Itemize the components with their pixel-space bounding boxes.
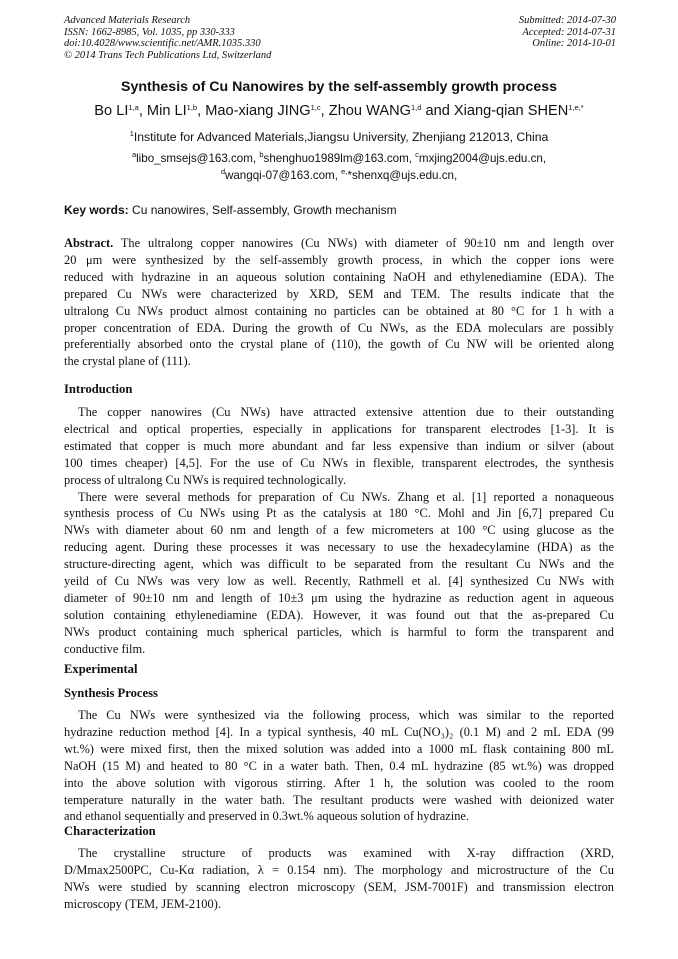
author-sup: 1,a <box>128 103 139 112</box>
email-line <box>0 168 678 185</box>
text-line: electrical and optical properties, especially in applications for transparent electrodes [1-3]. It is <box>64 421 614 436</box>
text-line: NWs product containing much spherical particles, which is harmful to form the transparent and <box>64 624 614 639</box>
text-line: NWs with diameter about 60 nm and length of a few micrometers at 100 °C using glucose as the <box>64 523 614 538</box>
author-sep: , <box>138 103 147 119</box>
text-line: yeild of Cu NWs was very low as well. Recently, Rathmell et al. [4] synthesized Cu NWs with <box>64 574 614 589</box>
text-line: The Cu NWs were synthesized via the following process, which was similar to the reported <box>78 708 614 722</box>
email-address: wangqi-07@163.com, <box>224 168 342 182</box>
text-line: temperature naturally in the water bath. The resultant products were washed with deionized water <box>64 792 614 807</box>
email-line <box>0 151 678 168</box>
email-sup: a <box>131 150 137 159</box>
text-line: NWs were studied by scanning electron microscopy (SEM, JSM-7001F) and transmission electron <box>64 879 614 894</box>
email-sup: c <box>415 150 419 159</box>
author-sep: , <box>320 103 329 119</box>
email-address: mxjing2004@ujs.edu.cn, <box>418 152 547 165</box>
journal-copyright: © 2014 Trans Tech Publications Ltd, Switzerland <box>64 49 272 61</box>
text-line: wt.%) were mixed first, then the mixed solution was added into a 1000 mL flask containing 800 mL <box>64 741 614 756</box>
author-list <box>0 103 678 119</box>
text-line: diameter of 90±10 nm and length of 10±3 μm using the hydrazine as reduction agent in aqueous <box>64 590 614 605</box>
text-line: estimated that copper is much more abundant and far less expensive than indium or silver (about <box>64 438 614 453</box>
email-sup: d <box>220 166 225 176</box>
author-emails <box>0 151 678 184</box>
author-name: Mao-xiang JING <box>205 103 311 119</box>
text-line: microscopy (TEM, JEM-2100). <box>64 896 221 911</box>
email-address: shenghuo1989lm@163.com, <box>263 152 416 165</box>
abstract-line: proper concentration of EDA. During the growth of Cu NWs, as the EDA moleculars are possibly <box>64 320 614 335</box>
accepted-date: Accepted: 2014-07-31 <box>522 26 616 38</box>
text-line: hydrazine reduction method [4]. In a typical synthesis, 40 mL Cu(NO₃)₂ (0.1 M) and 2 mL EDA (99 <box>64 724 614 739</box>
author-sep: and <box>421 103 454 119</box>
text-line: reducing agent. During these processes it was necessary to use the hexadecylamine (HDA) as the <box>64 540 614 555</box>
affiliation <box>0 130 678 144</box>
text-line: and ethanol sequentially and preserved in 0.3wt.% aqueous solution of hydrazine. <box>64 809 469 824</box>
text-line: 100 times cheaper) [4,5]. For the use of Cu NWs in flexible, transparent electrodes, the synthesis <box>64 455 614 470</box>
email-address: libo_smsejs@163.com, <box>136 152 260 165</box>
synthesis-heading: Synthesis Process <box>64 686 158 700</box>
text-line: into the above solution with vigorous stirring. After 1 h, the solution was cooled to the room <box>64 775 614 790</box>
abstract-line: 20 μm were synthesized by the self-assembly growth process, in which the copper ions were <box>64 252 614 267</box>
author-name: Min LI <box>146 103 187 119</box>
abstract-label: Abstract. <box>64 236 114 250</box>
author-sup: 1,b <box>186 103 198 112</box>
author-sup: 1,e,* <box>568 103 584 112</box>
publication-dates <box>519 15 616 50</box>
journal-info <box>64 15 271 61</box>
journal-name: Advanced Materials Research <box>64 15 191 26</box>
text-line: structure-directing agent, which was difficult to be separated from the resultant Cu NWs and the <box>64 557 614 572</box>
author-sup: 1,c <box>310 103 321 112</box>
keywords-text: Cu nanowires, Self-assembly, Growth mechanism <box>128 203 397 217</box>
text-line: synthesis process of Cu NWs using Pt as the catalysis at 180 °C. Mohl and Jin [6,7] prepared Cu <box>64 506 614 521</box>
paper-title: Synthesis of Cu Nanowires by the self-assembly growth process <box>121 79 557 95</box>
abstract-line: Abstract. The ultralong copper nanowires (Cu NWs) with diameter of 90±10 nm and length over <box>64 236 614 250</box>
keywords-label: Key words: <box>64 203 129 217</box>
author-sep: , <box>197 103 206 119</box>
journal-issn: ISSN: 1662-8985, Vol. 1035, pp 330-333 <box>64 26 235 38</box>
synthesis-text <box>64 707 614 825</box>
journal-doi: doi:10.4028/www.scientific.net/AMR.1035.330 <box>64 38 261 50</box>
online-date: Online: 2014-10-01 <box>532 38 616 50</box>
text-line: The copper nanowires (Cu NWs) have attracted extensive attention due to their outstanding <box>78 405 614 419</box>
email-address: *shenxq@ujs.edu.cn, <box>347 168 458 182</box>
characterization-heading: Characterization <box>64 824 156 838</box>
email-sup: b <box>259 150 264 159</box>
introduction-heading: Introduction <box>64 382 133 396</box>
experimental-heading: Experimental <box>64 662 138 676</box>
abstract <box>64 235 614 370</box>
abstract-line: preferentially absorbed onto the crystal plane of (110), the gowth of Cu NW will be oriented along <box>64 337 614 352</box>
text-line: conductive film. <box>64 641 146 656</box>
affiliation-sup: 1 <box>129 129 134 138</box>
abstract-line: reduced with hydrazine in an aqueous solution containing NaOH and ethylenediamine (EDA). The <box>64 269 614 284</box>
abstract-line: ultralong Cu NWs product almost containing no particles can be obtained at 80 °C for 1 h with a <box>64 303 614 318</box>
author-sup: 1,d <box>410 103 422 112</box>
characterization-text <box>64 845 614 913</box>
text-line: NaOH (15 M) and heated to 80 °C in a water bath. Then, 0.4 mL hydrazine (85 wt.%) was dropped <box>64 758 614 773</box>
text-line: solution containing ethylenediamine (EDA). However, it was found out that the as-prepared Cu <box>64 607 614 622</box>
text-line: The crystalline structure of products was examined with X-ray diffraction (XRD, <box>78 846 614 860</box>
introduction-text <box>64 404 614 658</box>
abstract-line: prepared Cu NWs were characterized by XRD, SEM and TEM. The results indicate that the <box>64 286 614 301</box>
author-name: Xiang-qian SHEN <box>453 103 569 119</box>
text-line: There were several methods for preparation of Cu NWs. Zhang et al. [1] reported a nonaqueous <box>78 489 614 504</box>
text-line: process of ultralong Cu NWs is required technologically. <box>64 472 347 487</box>
author-name: Zhou WANG <box>328 103 411 119</box>
email-sup: e, <box>341 166 348 176</box>
author-name: Bo LI <box>94 103 129 119</box>
text-line: D/Mmax2500PC, Cu-Kα radiation, λ = 0.154 nm). The morphology and microstructure of the Cu <box>64 862 614 877</box>
affiliation-text: Institute for Advanced Materials,Jiangsu University, Zhenjiang 212013, China <box>133 130 549 144</box>
keywords <box>64 203 397 217</box>
abstract-line: the crystal plane of (111). <box>64 354 191 369</box>
submitted-date: Submitted: 2014-07-30 <box>518 15 616 26</box>
